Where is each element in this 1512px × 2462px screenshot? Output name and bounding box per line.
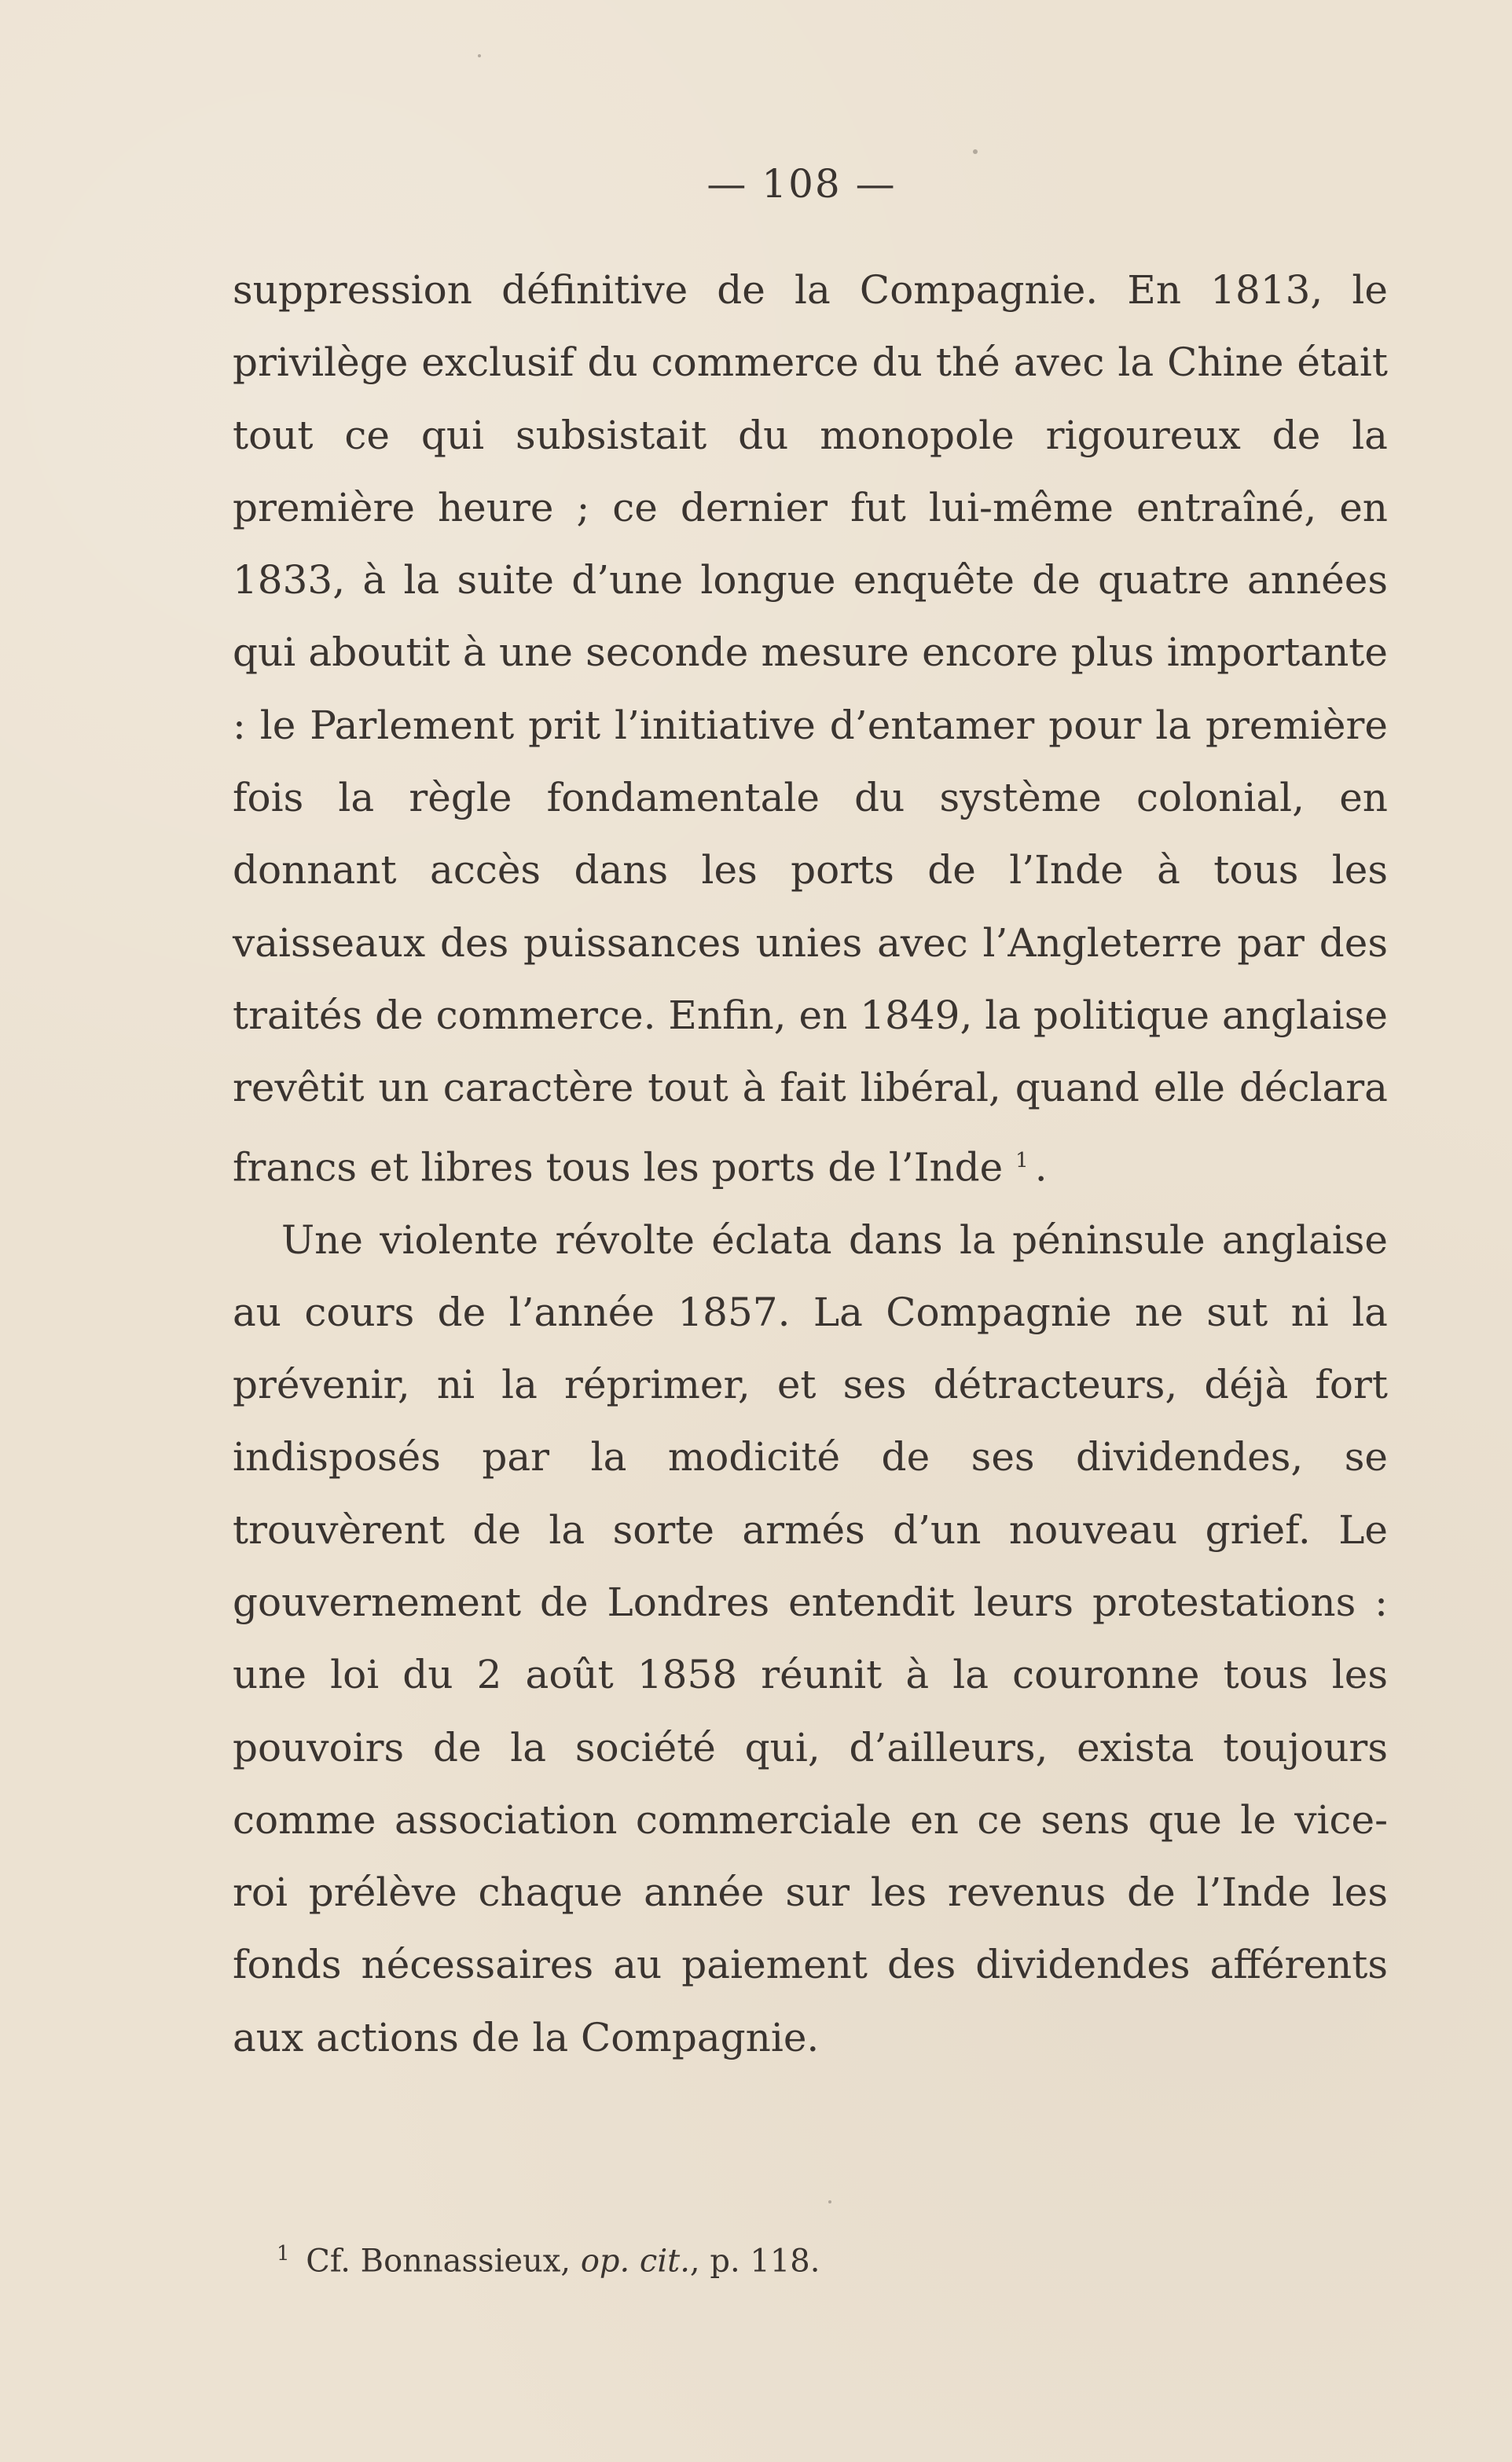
footnote-text-before: Cf. Bonnassieux, [306,2243,571,2280]
paragraph-1-end: . [1034,1144,1048,1191]
footnote-text-after: , p. 118. [689,2243,820,2280]
paper-speck [828,2200,831,2203]
footnote-reference: 1 [1015,1148,1029,1172]
paragraph-1 [233,254,1388,1204]
page-number: — 108 — [706,161,897,207]
footnote-mark: 1 [277,2242,290,2266]
main-text [233,254,1388,2074]
paper-speck [1351,1684,1355,1688]
paper-speck [478,54,481,57]
paper-speck [973,149,978,154]
paragraph-2-text: Une violente révolte éclata dans la péninsule anglaise au cours de l’année 1857. La Compagnie ne sut ni la prévenir, ni la réprimer, et ses détracteurs, déjà fort indisposés par la modicité de ses dividendes, se trouvèrent de la sorte armés d’un nouveau grief. Le gouvernement de Londres entendit leurs protestations : une loi du 2 août 1858 réunit à la couronne tous les pouvoirs de la société qui, d’ailleurs, exista toujours comme association commerciale en ce sens que le vice-roi prélève chaque année sur les revenus de l’Inde les fonds nécessaires au paiement des dividendes afférents aux actions de la Compagnie. [233,1216,1388,2060]
footnote [277,2230,1377,2284]
paragraph-2 [233,1204,1388,2075]
footnote-citation: op. cit. [580,2243,690,2280]
paragraph-1-text: suppression définitive de la Compagnie. En 1813, le privilège exclusif du commerce du thé avec la Chine était tout ce qui subsistait du monopole rigoureux de la première heure ; ce dernier fut lui-même entraîné, en 1833, à la suite d’une longue enquête de quatre années qui aboutit à une seconde mesure encore plus importante : le Parlement prit l’initiative d’entamer pour la première fois la règle fondamentale du système colonial, en donnant accès dans les ports de l’Inde à tous les vaisseaux des puissances unies avec l’Angleterre par des traités de commerce. Enfin, en 1849, la politique anglaise revêtit un caractère tout à fait libéral, quand elle déclara francs et libres tous les ports de l’Inde [233,267,1388,1191]
